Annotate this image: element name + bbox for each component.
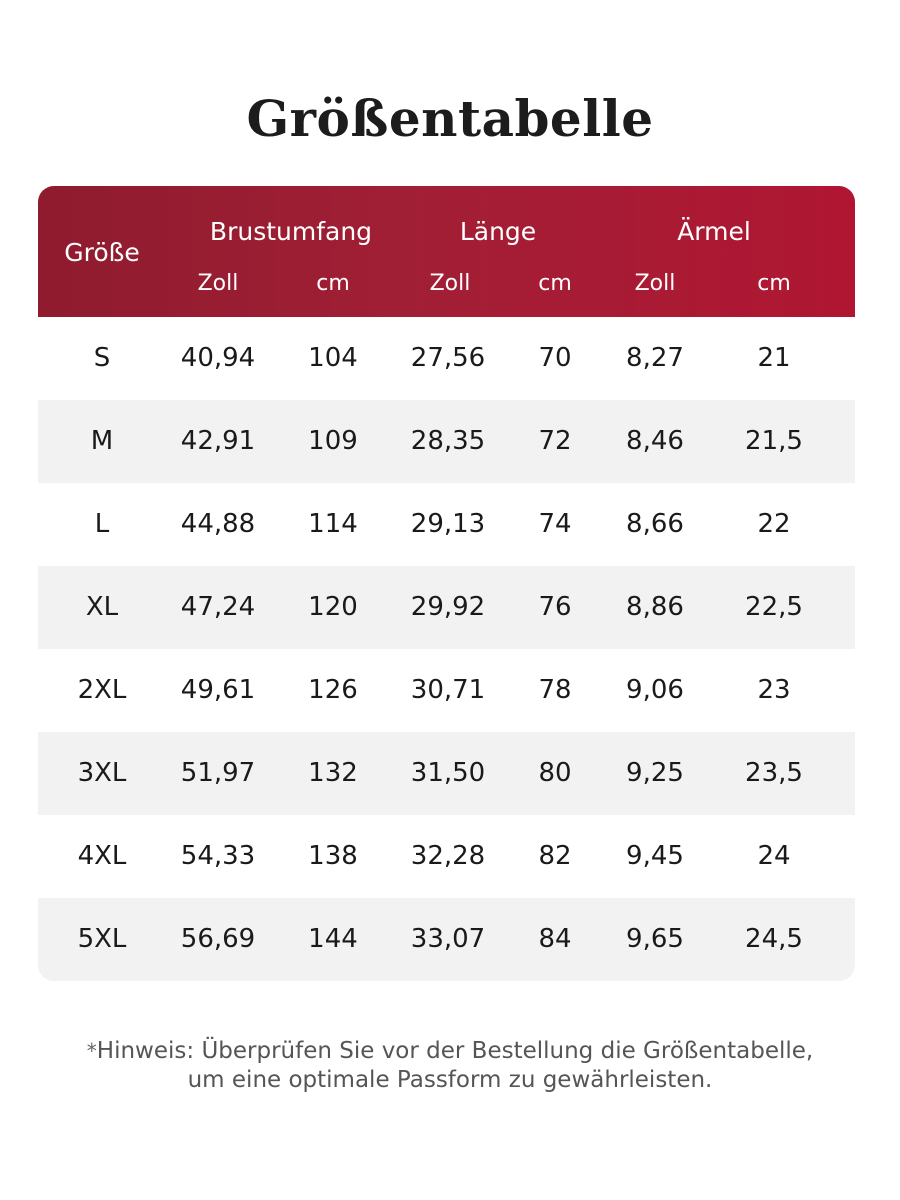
value-cell: 29,13 bbox=[410, 509, 486, 539]
value-cell: 8,86 bbox=[626, 592, 684, 622]
value-cell: 27,56 bbox=[410, 343, 486, 373]
header-group-length: Länge bbox=[459, 217, 537, 246]
value-cell: 44,88 bbox=[180, 509, 256, 539]
value-cell: 126 bbox=[308, 675, 358, 705]
value-cell: 42,91 bbox=[180, 426, 256, 456]
value-cell: 114 bbox=[308, 509, 358, 539]
value-cell: 76 bbox=[538, 592, 572, 622]
value-cell: 40,94 bbox=[180, 343, 256, 373]
table-row bbox=[38, 815, 855, 898]
table-row bbox=[38, 317, 855, 400]
size-chart-table bbox=[38, 186, 855, 981]
value-cell: 120 bbox=[308, 592, 358, 622]
value-cell: 144 bbox=[308, 924, 358, 954]
value-cell: 33,07 bbox=[410, 924, 486, 954]
table-row bbox=[38, 400, 855, 483]
note-text-1: Hinweis: Überprüfen Sie vor der Bestellung die Größentabelle, bbox=[96, 1038, 814, 1064]
value-cell: 104 bbox=[308, 343, 358, 373]
value-cell: 49,61 bbox=[180, 675, 256, 705]
value-cell: 9,65 bbox=[626, 924, 684, 954]
value-cell: 8,46 bbox=[626, 426, 684, 456]
header-unit-sleeve-cm: cm bbox=[757, 271, 791, 296]
value-cell: 84 bbox=[538, 924, 572, 954]
value-cell: 78 bbox=[538, 675, 572, 705]
size-cell: 5XL bbox=[77, 924, 127, 954]
note-asterisk: * bbox=[86, 1039, 97, 1063]
header-unit-chest-inch: Zoll bbox=[197, 271, 239, 296]
value-cell: 9,45 bbox=[626, 841, 684, 871]
value-cell: 8,27 bbox=[626, 343, 684, 373]
size-cell: S bbox=[93, 343, 111, 373]
note-line-2: um eine optimale Passform zu gewährleisten. bbox=[187, 1067, 713, 1093]
value-cell: 9,25 bbox=[626, 758, 684, 788]
value-cell: 8,66 bbox=[626, 509, 684, 539]
value-cell: 23,5 bbox=[745, 758, 803, 788]
value-cell: 138 bbox=[308, 841, 358, 871]
value-cell: 24 bbox=[757, 841, 791, 871]
value-cell: 47,24 bbox=[180, 592, 256, 622]
header-unit-length-inch: Zoll bbox=[429, 271, 471, 296]
value-cell: 9,06 bbox=[626, 675, 684, 705]
value-cell: 23 bbox=[757, 675, 791, 705]
page-title: Größentabelle bbox=[246, 89, 654, 148]
size-cell: XL bbox=[85, 592, 119, 622]
value-cell: 109 bbox=[308, 426, 358, 456]
value-cell: 132 bbox=[308, 758, 358, 788]
value-cell: 80 bbox=[538, 758, 572, 788]
table-row bbox=[38, 649, 855, 732]
table-row bbox=[38, 566, 855, 649]
value-cell: 21,5 bbox=[745, 426, 803, 456]
header-unit-length-cm: cm bbox=[538, 271, 572, 296]
header-group-sleeve: Ärmel bbox=[677, 217, 751, 246]
value-cell: 22,5 bbox=[745, 592, 803, 622]
size-cell: 2XL bbox=[77, 675, 127, 705]
value-cell: 29,92 bbox=[410, 592, 486, 622]
value-cell: 82 bbox=[538, 841, 572, 871]
value-cell: 56,69 bbox=[180, 924, 256, 954]
size-cell: M bbox=[90, 426, 114, 456]
size-cell: 3XL bbox=[77, 758, 127, 788]
value-cell: 30,71 bbox=[410, 675, 486, 705]
table-row bbox=[38, 898, 855, 981]
header-unit-chest-cm: cm bbox=[316, 271, 350, 296]
header-group-chest: Brustumfang bbox=[209, 217, 373, 246]
value-cell: 70 bbox=[538, 343, 572, 373]
header-size: Größe bbox=[64, 238, 140, 267]
value-cell: 51,97 bbox=[180, 758, 256, 788]
table-body bbox=[38, 317, 855, 981]
value-cell: 31,50 bbox=[410, 758, 486, 788]
note-line-1 bbox=[0, 1036, 900, 1066]
value-cell: 74 bbox=[538, 509, 572, 539]
value-cell: 72 bbox=[538, 426, 572, 456]
table-row bbox=[38, 732, 855, 815]
value-cell: 28,35 bbox=[410, 426, 486, 456]
value-cell: 54,33 bbox=[180, 841, 256, 871]
value-cell: 21 bbox=[757, 343, 791, 373]
header-unit-sleeve-inch: Zoll bbox=[634, 271, 676, 296]
size-cell: 4XL bbox=[77, 841, 127, 871]
value-cell: 32,28 bbox=[410, 841, 486, 871]
value-cell: 22 bbox=[757, 509, 791, 539]
table-header bbox=[38, 186, 855, 317]
size-cell: L bbox=[94, 509, 110, 539]
table-row bbox=[38, 483, 855, 566]
value-cell: 24,5 bbox=[745, 924, 803, 954]
